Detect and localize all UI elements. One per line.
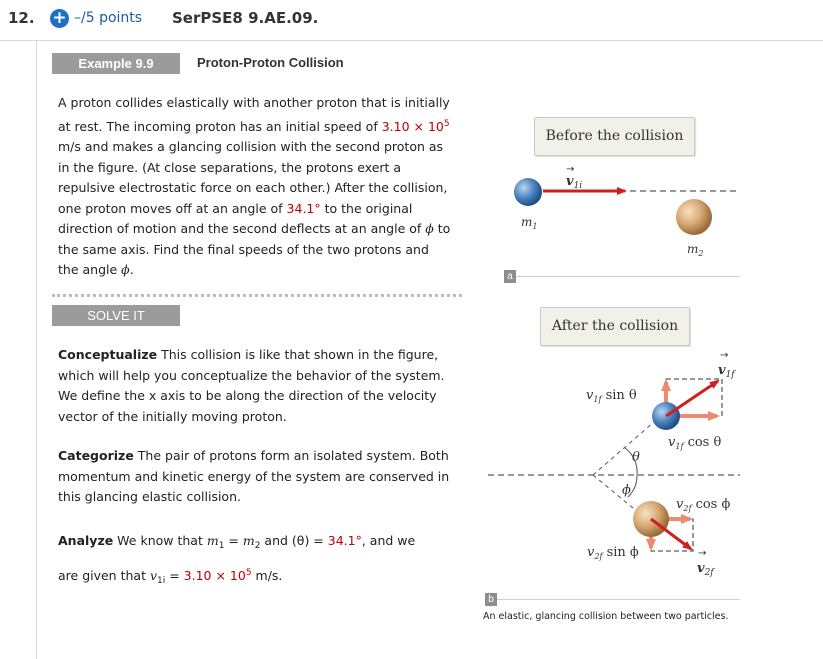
v2f-cos-label: $v_{2f}$ cos ϕ <box>676 497 731 513</box>
m2-label: $m_2$ <box>687 242 704 258</box>
panel-b-after <box>488 350 740 578</box>
panel-b-letter: b <box>485 593 497 606</box>
panel-b-rule <box>496 599 740 600</box>
proton-1-path <box>593 415 662 475</box>
v1f-cos-label: $v_{1f}$ cos θ <box>668 435 722 451</box>
svg-text:→: → <box>720 350 729 361</box>
v2f-label: $v_{2f}$ <box>697 561 714 578</box>
example-title: Proton-Proton Collision <box>197 55 344 70</box>
v1f-sin-label: $v_{1f}$ sin θ <box>586 388 637 404</box>
categorize-paragraph: Categorize The pair of protons form an isolated system. Both momentum and kinetic energy of the system are conserved in this glancing elastic collision. <box>58 448 450 504</box>
question-id: SerPSE8 9.AE.09. <box>172 9 319 27</box>
panel-a-rule <box>515 276 740 277</box>
points-label: –/5 points <box>74 10 143 26</box>
v1i-label: $v_{1i}$ <box>566 174 583 191</box>
theta-label: θ <box>632 450 640 465</box>
before-collision-label: Before the collision <box>534 117 695 156</box>
panel-a-letter: a <box>504 270 516 283</box>
v1f-arrow <box>666 381 718 416</box>
v2f-sin-label: $v_{2f}$ sin ϕ <box>587 545 639 561</box>
problem-statement: A proton collides elastically with another proton that is initially at rest. The incoming proton has an initial speed of $3.10 \times 10^5$ m/s and makes a glancing collision with the second proton as in the figure. (At close separations, the protons exert a repulsive electrostatic force on each other.) After the collision, one proton moves off at an angle of 34.1° to the original direction of motion and the second deflects at an angle of ϕ to the same axis. Find the final speeds of the two protons and the angle ϕ. <box>58 95 451 277</box>
question-number: 12. <box>8 9 35 27</box>
svg-text:→: → <box>566 164 575 175</box>
proton-1-ball <box>514 178 542 206</box>
m1-label: $m_1$ <box>521 215 538 231</box>
v1f-label: $v_{1f}$ <box>718 363 735 380</box>
figure-caption: An elastic, glancing collision between two particles. <box>483 611 729 622</box>
svg-text:→: → <box>698 548 707 559</box>
panel-a-before <box>514 164 740 258</box>
after-collision-label: After the collision <box>540 307 690 346</box>
example-tag: Example 9.9 <box>52 53 180 74</box>
plus-circle-icon[interactable]: + <box>50 9 69 28</box>
angle-value: 34.1° <box>286 200 321 216</box>
analyze-paragraph: Analyze We know that $m_1 = m_2$ and (θ) = 34.1°, and we are given that $v_{1i} = 3.10 \times 10^5$ m/s. <box>58 533 416 586</box>
solve-it-tag: SOLVE IT <box>52 305 180 326</box>
initial-speed-value: $3.10 \times 10^5$ <box>381 118 450 134</box>
conceptualize-paragraph: Conceptualize This collision is like that shown in the figure, which will help you conceptualize the behavior of the system. We define the x axis to be along the direction of the velocity vector of the initially moving proton. <box>58 347 445 424</box>
phi-label: ϕ <box>622 483 631 498</box>
proton-2-ball <box>676 199 712 235</box>
